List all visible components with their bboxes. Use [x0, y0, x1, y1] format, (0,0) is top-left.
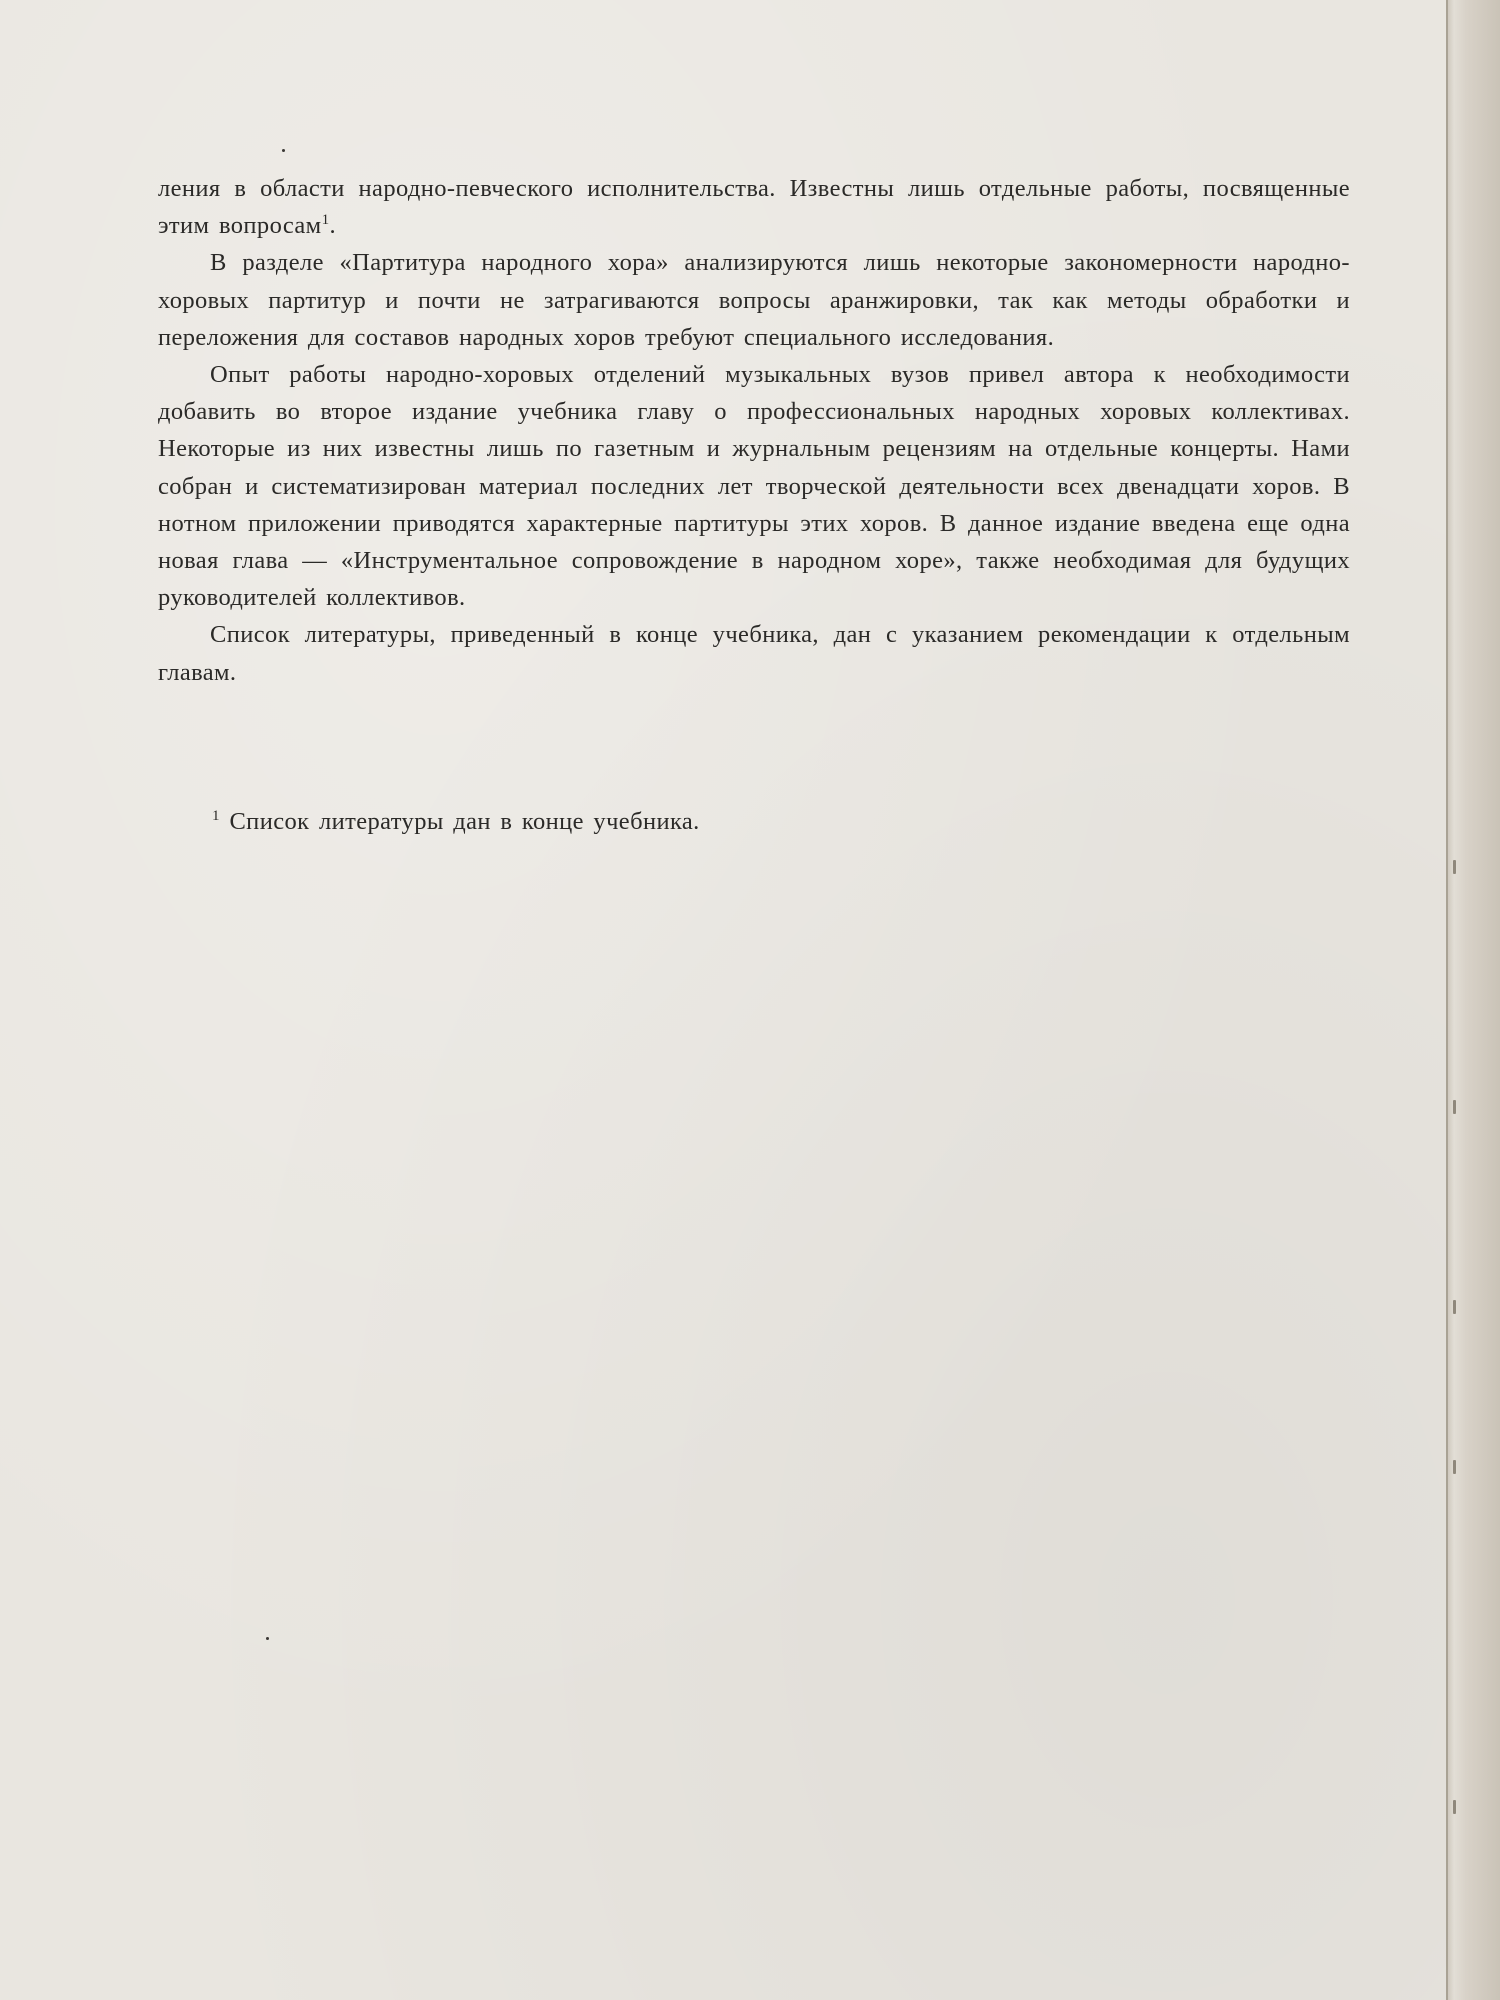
footnote-mark: 1 — [212, 808, 220, 824]
footnote-reference: 1 — [321, 212, 330, 229]
binding-stitch — [1453, 1800, 1456, 1814]
binding-stitch — [1453, 1460, 1456, 1474]
binding-stitch — [1453, 1300, 1456, 1314]
body-text — [158, 170, 1350, 691]
footnote-text: Список литературы дан в конце учебника. — [229, 808, 700, 835]
paragraph-1-end: . — [329, 212, 337, 240]
footnote — [212, 808, 700, 836]
paragraph-2: В разделе «Партитура народного хора» анализируются лишь некоторые закономерности народно-хоровых партитур и почти не затрагиваются вопросы аранжировки, так как методы обработки и переложения для составов народных хоров требуют специального исследования. — [158, 249, 1350, 351]
binding-stitch — [1453, 860, 1456, 874]
paper-speck — [282, 149, 285, 152]
paragraph-4: Список литературы, приведенный в конце учебника, дан с указанием рекомендации к отдельным главам. — [158, 621, 1350, 686]
binding-stitch — [1453, 1100, 1456, 1114]
paragraph-1 — [158, 170, 1350, 244]
paper-speck — [266, 1637, 269, 1640]
paragraph-3: Опыт работы народно-хоровых отделений музыкальных вузов привел автора к необходимости добавить во второе издание учебника главу о профессиональных народных хоровых коллективах. Некоторые из них известны лишь по газетным и журнальным рецензиям на отдельные концерты. Нами собран и систематизирован материал последних лет творческой деятельности всех двенадцати хоров. В нотном приложении приводятся характерные партитуры этих хоров. В данное издание введена еще одна новая глава — «Инструментальное сопровождение в народном хоре», также необходимая для будущих руководителей коллективов. — [158, 361, 1350, 612]
paragraph-1-text: ления в области народно-певческого исполнительства. Известны лишь отдельные работы, посвященные этим вопросам — [158, 175, 1350, 240]
book-binding-edge — [1446, 0, 1500, 2000]
